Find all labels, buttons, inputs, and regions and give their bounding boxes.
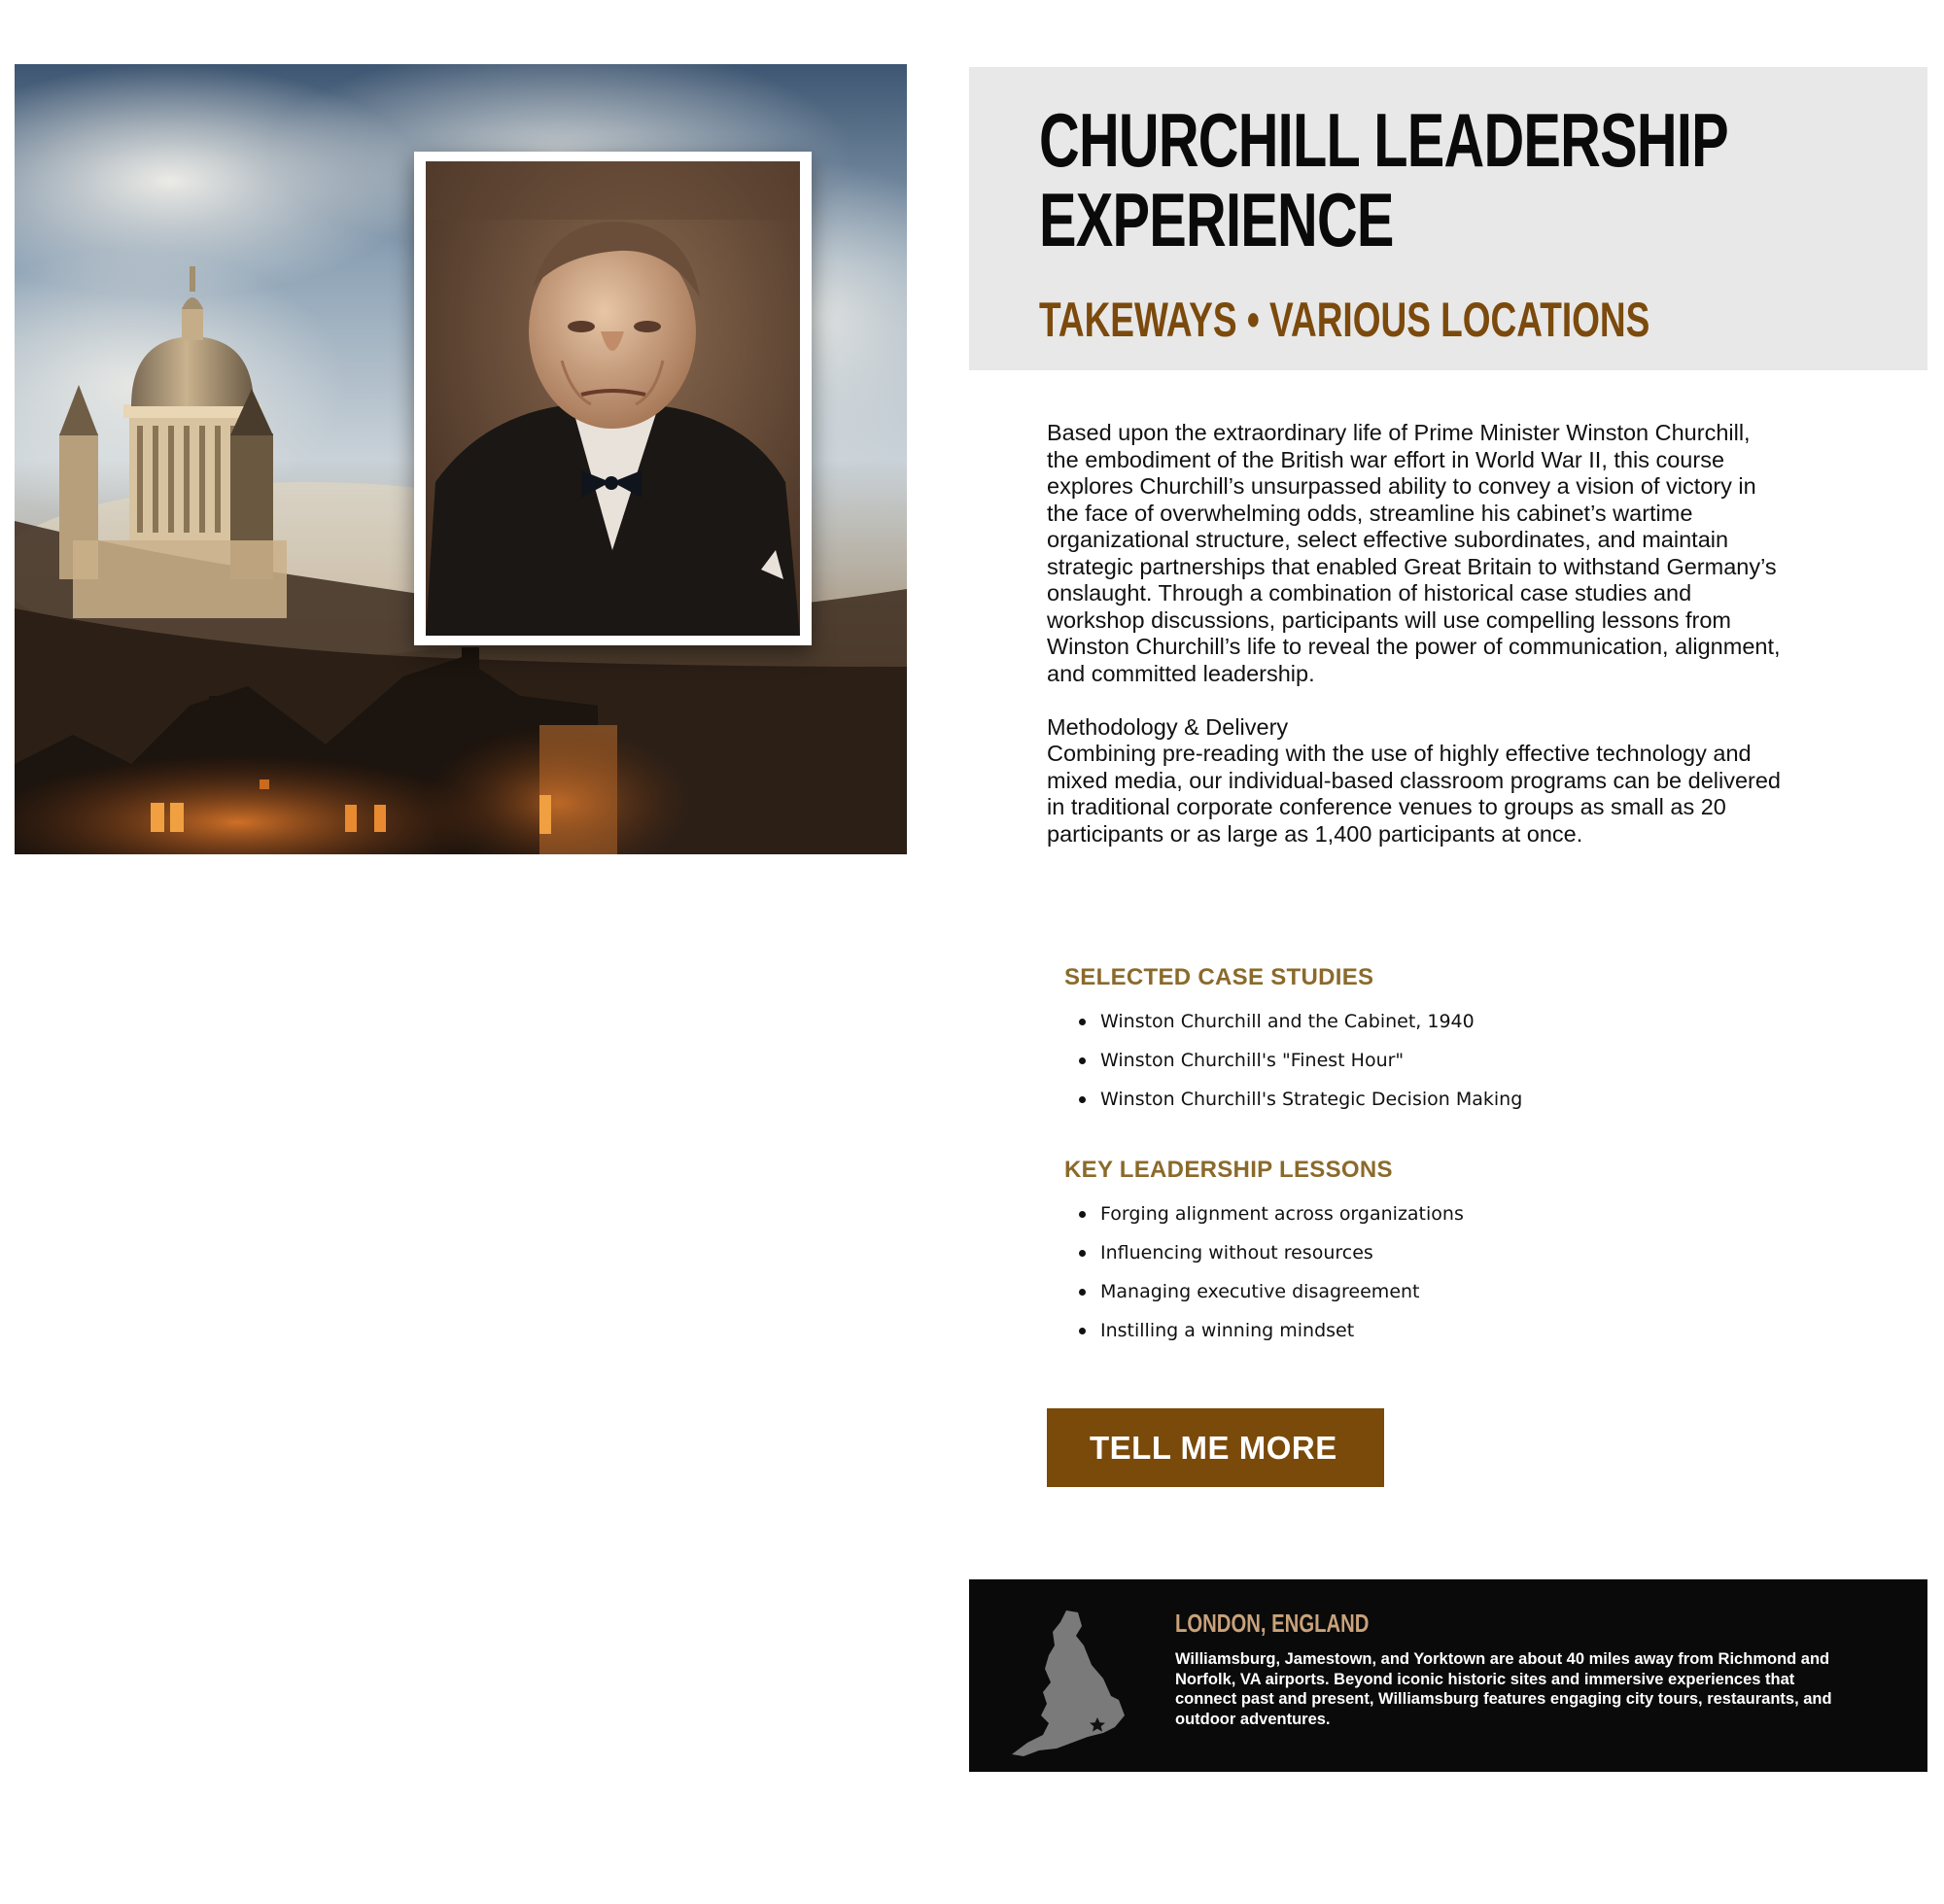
churchill-portrait xyxy=(426,161,800,636)
method-heading: Methodology & Delivery xyxy=(1047,713,1289,740)
location-description: Williamsburg, Jamestown, and Yorktown are about 40 miles away from Richmond and Norfolk, VA airports. Beyond iconic historic sites and immersive experiences that connect past and present, Williamsburg features engaging city tours, restaurants, and outdoor adventures. xyxy=(1175,1650,1832,1728)
list-item: Influencing without resources xyxy=(1079,1242,1464,1281)
page-subtitle: TAKEWAYS • VARIOUS LOCATIONS xyxy=(1039,293,1650,347)
location-title: LONDON, ENGLAND xyxy=(1175,1609,1370,1638)
case-studies-heading: SELECTED CASE STUDIES xyxy=(1064,964,1374,990)
case-studies-list xyxy=(1079,1011,1522,1127)
hero-image xyxy=(15,64,907,854)
list-item: Instilling a winning mindset xyxy=(1079,1320,1464,1359)
list-item: Winston Churchill's Strategic Decision Making xyxy=(1079,1089,1522,1127)
churchill-portrait-frame xyxy=(414,152,812,645)
list-item: Winston Churchill's "Finest Hour" xyxy=(1079,1050,1522,1089)
intro-paragraph: Based upon the extraordinary life of Prime Minister Winston Churchill, the embodiment of the British war effort in World War II, this course explores Churchill’s unsurpassed ability to convey a vision of victory in the face of overwhelming odds, streamline his cabinet’s wartime organizational structure, select effective subordinates, and maintain strategic partnerships that enabled Great Britain to withstand Germany’s onslaught. Through a combination of historical case studies and workshop discussions, participants will use compelling lessons from Winston Churchill’s life to reveal the power of communication, alignment, and committed leadership. xyxy=(1047,420,1781,686)
tell-me-more-button[interactable]: TELL ME MORE xyxy=(1047,1408,1384,1487)
lessons-heading: KEY LEADERSHIP LESSONS xyxy=(1064,1157,1393,1183)
list-item: Forging alignment across organizations xyxy=(1079,1203,1464,1242)
location-banner xyxy=(969,1579,1927,1772)
lessons-list xyxy=(1079,1203,1464,1359)
method-paragraph: Combining pre-reading with the use of highly effective technology and mixed media, our individual-based classroom programs can be delivered in traditional corporate conference venues to groups as small as 20 participants or as large as 1,400 participants at once. xyxy=(1047,741,1781,847)
title-panel xyxy=(969,67,1927,370)
page-title: CHURCHILL LEADERSHIP EXPERIENCE xyxy=(1039,97,1727,262)
list-item: Managing executive disagreement xyxy=(1079,1281,1464,1320)
paragraph-gap xyxy=(1047,687,1786,714)
list-item: Winston Churchill and the Cabinet, 1940 xyxy=(1079,1011,1522,1050)
england-map-icon xyxy=(1010,1607,1136,1757)
course-description xyxy=(1047,420,1786,848)
